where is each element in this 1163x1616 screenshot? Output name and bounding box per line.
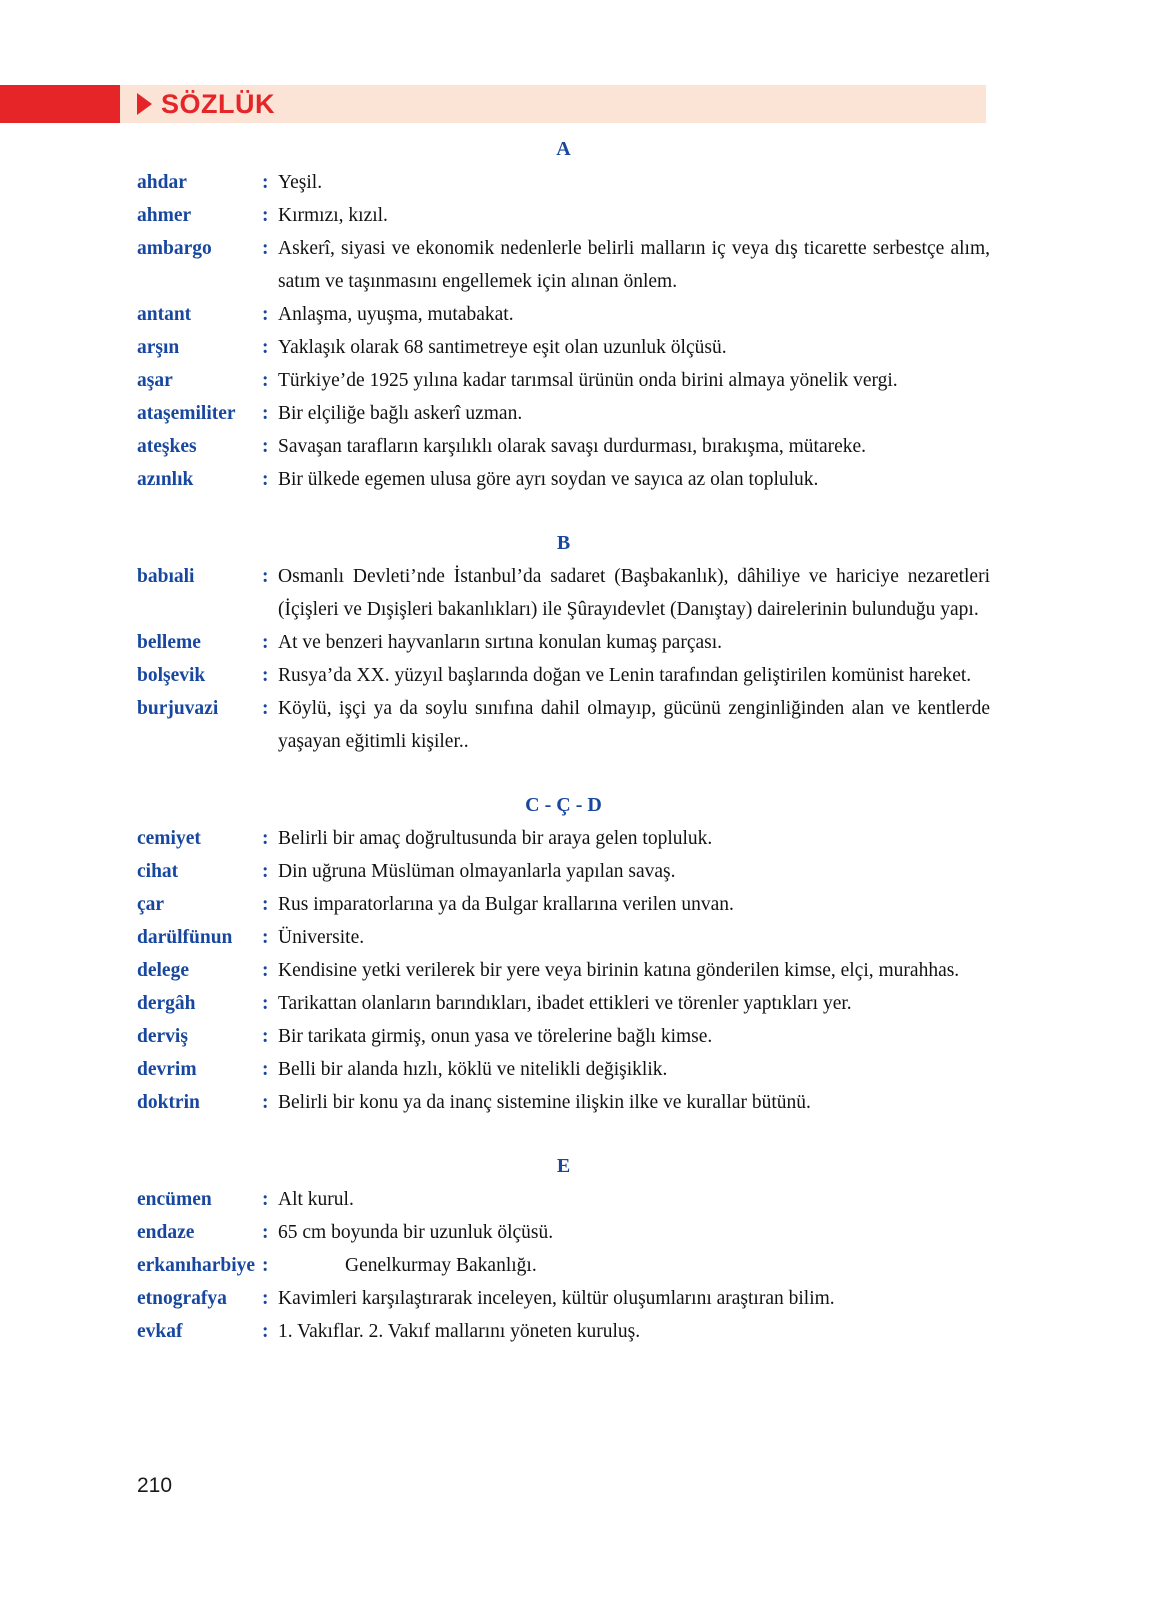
entry-colon: :: [262, 894, 269, 915]
entry-colon: :: [262, 205, 269, 226]
entry-definition: Türkiye’de 1925 yılına kadar tarımsal ürünün onda birini almaya yönelik vergi.: [278, 370, 898, 391]
entry-colon: :: [262, 1321, 269, 1342]
entry-term: devrim: [137, 1059, 197, 1080]
glossary-entry: [137, 954, 990, 987]
entry-definition: Yeşil.: [278, 172, 323, 193]
entry-definition: Belli bir alanda hızlı, köklü ve nitelikli değişiklik.: [278, 1059, 668, 1080]
entry-colon: :: [262, 370, 269, 391]
entry-term: cihat: [137, 861, 179, 882]
header-red-block: [0, 85, 120, 123]
entry-term: bolşevik: [137, 665, 206, 686]
glossary-entry: [137, 1315, 990, 1348]
entry-colon: :: [262, 828, 269, 849]
entry-definition: 65 cm boyunda bir uzunluk ölçüsü.: [278, 1222, 554, 1243]
entry-definition: Genelkurmay Bakanlığı.: [345, 1255, 537, 1276]
entry-colon: :: [262, 172, 269, 193]
arrow-right-icon: [137, 93, 152, 115]
entry-definition: Askerî, siyasi ve ekonomik nedenlerle belirli malların iç veya dış ticarette serbestçe alım, satım ve taşınmasını engellemek için alınan önlem.: [278, 238, 990, 292]
section-letter: B: [556, 532, 571, 554]
entry-term: derviş: [137, 1026, 188, 1047]
entry-definition: Köylü, işçi ya da soylu sınıfına dahil olmayıp, gücünü zenginliğinden alan ve kentlerde yaşayan eğitimli kişiler..: [278, 698, 990, 752]
entry-colon: :: [262, 960, 269, 981]
entry-term: belleme: [137, 632, 201, 653]
entry-term: azınlık: [137, 469, 194, 490]
glossary-entry: [137, 822, 990, 855]
entry-definition: Kavimleri karşılaştırarak inceleyen, kültür oluşumlarını araştıran bilim.: [278, 1288, 835, 1309]
entry-term: babıali: [137, 566, 195, 587]
glossary-entry: [137, 692, 990, 758]
entry-definition: Osmanlı Devleti’nde İstanbul’da sadaret (Başbakanlık), dâhiliye ve hariciye nezaretleri (İçişleri ve Dışişleri bakanlıkları) ile Şûrayıdevlet (Danıştay) dairelerinin bulunduğu yapı.: [278, 566, 990, 620]
entry-colon: :: [262, 927, 269, 948]
entry-colon: :: [262, 304, 269, 325]
glossary: [137, 133, 990, 1348]
entry-term: ahmer: [137, 205, 192, 226]
entry-term: ahdar: [137, 172, 187, 193]
entry-definition: Bir tarikata girmiş, onun yasa ve törelerine bağlı kimse.: [278, 1026, 713, 1047]
entry-colon: :: [262, 238, 269, 259]
entry-definition: Kırmızı, kızıl.: [278, 205, 388, 226]
header-banner: [120, 85, 986, 123]
entry-term: endaze: [137, 1222, 195, 1243]
section-letter: C - Ç - D: [525, 794, 602, 816]
entry-colon: :: [262, 698, 269, 719]
entry-definition: Kendisine yetki verilerek bir yere veya birinin katına gönderilen kimse, elçi, murahhas.: [278, 960, 960, 981]
page-header: [0, 85, 1163, 123]
glossary-entry: [137, 1282, 990, 1315]
glossary-entry: [137, 430, 990, 463]
glossary-entry: [137, 888, 990, 921]
entry-term: erkanıharbiye: [137, 1255, 256, 1276]
entry-colon: :: [262, 436, 269, 457]
entry-colon: :: [262, 1189, 269, 1210]
entry-definition: Savaşan tarafların karşılıklı olarak savaşı durdurması, bırakışma, mütareke.: [278, 436, 867, 457]
entry-colon: :: [262, 1026, 269, 1047]
glossary-entry: [137, 232, 990, 298]
entry-definition: Tarikattan olanların barındıkları, ibadet ettikleri ve törenler yaptıkları yer.: [278, 993, 852, 1014]
entry-term: doktrin: [137, 1092, 200, 1113]
entry-term: ataşemiliter: [137, 403, 236, 424]
entry-term: ambargo: [137, 238, 212, 259]
entry-colon: :: [262, 861, 269, 882]
glossary-entry: [137, 199, 990, 232]
entry-term: dergâh: [137, 993, 196, 1014]
glossary-entry: [137, 560, 990, 626]
entry-colon: :: [262, 1092, 269, 1113]
glossary-entry: [137, 1020, 990, 1053]
entry-term: evkaf: [137, 1321, 183, 1342]
glossary-entry: [137, 1183, 990, 1216]
glossary-entry: [137, 921, 990, 954]
glossary-entry: [137, 364, 990, 397]
entry-term: darülfünun: [137, 927, 233, 948]
entry-colon: :: [262, 1222, 269, 1243]
glossary-entry: [137, 855, 990, 888]
entry-term: encümen: [137, 1189, 212, 1210]
entry-term: arşın: [137, 337, 180, 358]
entry-colon: :: [262, 632, 269, 653]
entry-colon: :: [262, 566, 269, 587]
entry-colon: :: [262, 337, 269, 358]
entry-definition: Belirli bir amaç doğrultusunda bir araya gelen topluluk.: [278, 828, 713, 849]
entry-colon: :: [262, 665, 269, 686]
entry-colon: :: [262, 1255, 269, 1276]
entry-term: ateşkes: [137, 436, 197, 457]
entry-term: delege: [137, 960, 189, 981]
entry-colon: :: [262, 993, 269, 1014]
entry-definition: Rus imparatorlarına ya da Bulgar krallarına verilen unvan.: [278, 894, 734, 915]
entry-term: antant: [137, 304, 192, 325]
glossary-entry: [137, 626, 990, 659]
entry-definition: At ve benzeri hayvanların sırtına konulan kumaş parçası.: [278, 632, 723, 653]
entry-term: etnografya: [137, 1288, 227, 1309]
entry-term: cemiyet: [137, 828, 201, 849]
entry-colon: :: [262, 469, 269, 490]
entry-definition: Yaklaşık olarak 68 santimetreye eşit olan uzunluk ölçüsü.: [278, 337, 727, 358]
glossary-entry: [137, 397, 990, 430]
entry-definition: Rusya’da XX. yüzyıl başlarında doğan ve Lenin tarafından geliştirilen komünist hareket.: [278, 665, 972, 686]
entry-definition: Bir elçiliğe bağlı askerî uzman.: [278, 403, 523, 424]
entry-definition: Belirli bir konu ya da inanç sistemine ilişkin ilke ve kurallar bütünü.: [278, 1092, 811, 1113]
entry-definition: Üniversite.: [278, 927, 365, 948]
glossary-entry: [137, 463, 990, 496]
glossary-entry: [137, 1216, 990, 1249]
entry-colon: :: [262, 1288, 269, 1309]
glossary-entry: [137, 1249, 990, 1282]
glossary-entry: [137, 1086, 990, 1119]
glossary-entry: [137, 166, 990, 199]
entry-definition: Bir ülkede egemen ulusa göre ayrı soydan ve sayıca az olan topluluk.: [278, 469, 819, 490]
page-number: 210: [137, 1474, 173, 1497]
glossary-entry: [137, 659, 990, 692]
page-title: SÖZLÜK: [161, 88, 275, 119]
entry-definition: Anlaşma, uyuşma, mutabakat.: [278, 304, 514, 325]
entry-definition: Din uğruna Müslüman olmayanlarla yapılan savaş.: [278, 861, 676, 882]
glossary-entry: [137, 298, 990, 331]
entry-term: aşar: [137, 370, 173, 391]
glossary-entry: [137, 331, 990, 364]
glossary-entry: [137, 1053, 990, 1086]
entry-definition: 1. Vakıflar. 2. Vakıf mallarını yöneten kuruluş.: [278, 1321, 641, 1342]
section-letter: A: [556, 138, 571, 160]
entry-term: burjuvazi: [137, 698, 219, 719]
entry-definition: Alt kurul.: [278, 1189, 354, 1210]
entry-colon: :: [262, 403, 269, 424]
entry-colon: :: [262, 1059, 269, 1080]
section-letter: E: [556, 1155, 571, 1177]
entry-term: çar: [137, 894, 165, 915]
glossary-entry: [137, 987, 990, 1020]
